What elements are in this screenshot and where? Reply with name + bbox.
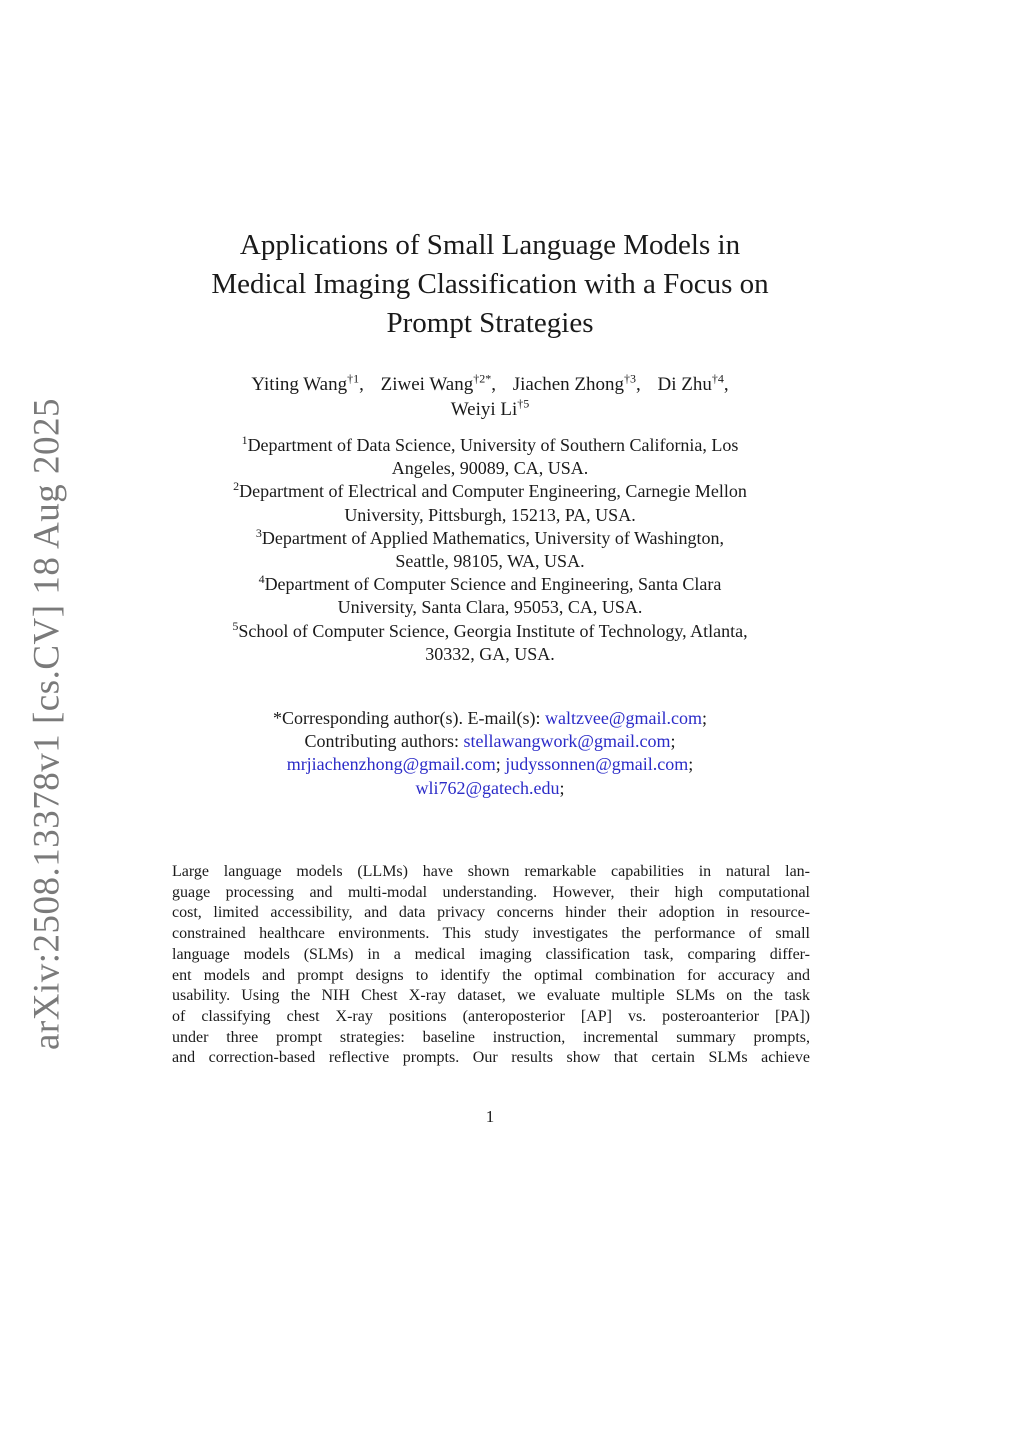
title-line: Prompt Strategies (386, 307, 594, 339)
author: Jiachen Zhong$^{\dagger 3}$, (512, 371, 641, 395)
abstract-line: ent models and prompt designs to identify the optimal combination for accuracy and (172, 966, 810, 984)
contributing-authors-line: Contributing authors: stellawangwork@gmail.com; (304, 731, 676, 752)
abstract-line: Large language models (LLMs) have shown remarkable capabilities in natural lan- (172, 863, 810, 880)
contributing-authors-line: mrjiachenzhong@gmail.com; judyssonnen@gmail.com; (286, 754, 694, 775)
author-list (160, 372, 820, 422)
email-link[interactable]: judyssonnen@gmail.com (505, 754, 689, 775)
affiliation: $^2$Department of Electrical and Computer Engineering, Carnegie Mellon University, Pittsburgh, 15213, PA, USA. (233, 479, 747, 525)
abstract-line: under three prompt strategies: baseline instruction, incremental summary prompts, (172, 1028, 810, 1046)
author: Ziwei Wang$^{\dagger 2*}$, (380, 371, 496, 395)
abstract-line: of classifying chest X-ray positions (anteroposterior [AP] vs. posteroanterior [PA]) (172, 1007, 810, 1025)
affiliation-list (160, 434, 820, 666)
page-number: 1 (485, 1107, 495, 1126)
abstract (172, 862, 810, 1069)
corresponding-author-line: *Corresponding author(s). E-mail(s): waltzvee@gmail.com; (273, 708, 707, 728)
email-link[interactable]: wli762@gatech.edu (415, 777, 560, 798)
affiliation: $^1$Department of Data Science, University of Southern California, Los Angeles, 90089, CA, USA. (241, 433, 739, 479)
author-line (160, 372, 820, 397)
abstract-line: usability. Using the NIH Chest X-ray dataset, we evaluate multiple SLMs on the task (172, 987, 810, 1005)
contributing-authors-line: wli762@gatech.edu; (415, 777, 565, 798)
email-link[interactable]: stellawangwork@gmail.com (463, 731, 671, 752)
abstract-line: and correction-based reflective prompts. Our results show that certain SLMs achieve (172, 1049, 810, 1067)
correspondence-block (160, 707, 820, 800)
email-link[interactable]: mrjiachenzhong@gmail.com (286, 754, 496, 775)
abstract-line: guage processing and multi-modal understanding. However, their high computational (172, 883, 810, 901)
author-line (160, 397, 820, 422)
arxiv-identifier-stamp: arXiv:2508.13378v1 [cs.CV] 18 Aug 2025 (26, 397, 68, 1051)
title-line: Medical Imaging Classification with a Focus on (211, 268, 769, 300)
paper-title (160, 226, 820, 343)
title-line: Applications of Small Language Models in (239, 229, 741, 261)
abstract-line: language models (SLMs) in a medical imaging classification task, comparing differ- (172, 945, 810, 963)
affiliation: $^5$School of Computer Science, Georgia Institute of Technology, Atlanta, 30332, GA, USA. (232, 618, 748, 664)
author: Weiyi Li$^{\dagger 5}$ (450, 396, 530, 420)
abstract-line: constrained healthcare environments. This study investigates the performance of small (172, 925, 810, 943)
abstract-line: cost, limited accessibility, and data privacy concerns hinder their adoption in resource- (172, 904, 810, 922)
author: Yiting Wang$^{\dagger 1}$, (251, 371, 364, 395)
author: Di Zhu$^{\dagger 4}$, (657, 371, 729, 395)
affiliation: $^4$Department of Computer Science and Engineering, Santa Clara University, Santa Clara, 95053, CA, USA. (258, 572, 722, 618)
affiliation: $^3$Department of Applied Mathematics, University of Washington, Seattle, 98105, WA, USA. (255, 525, 725, 572)
email-link[interactable]: waltzvee@gmail.com (544, 708, 702, 728)
